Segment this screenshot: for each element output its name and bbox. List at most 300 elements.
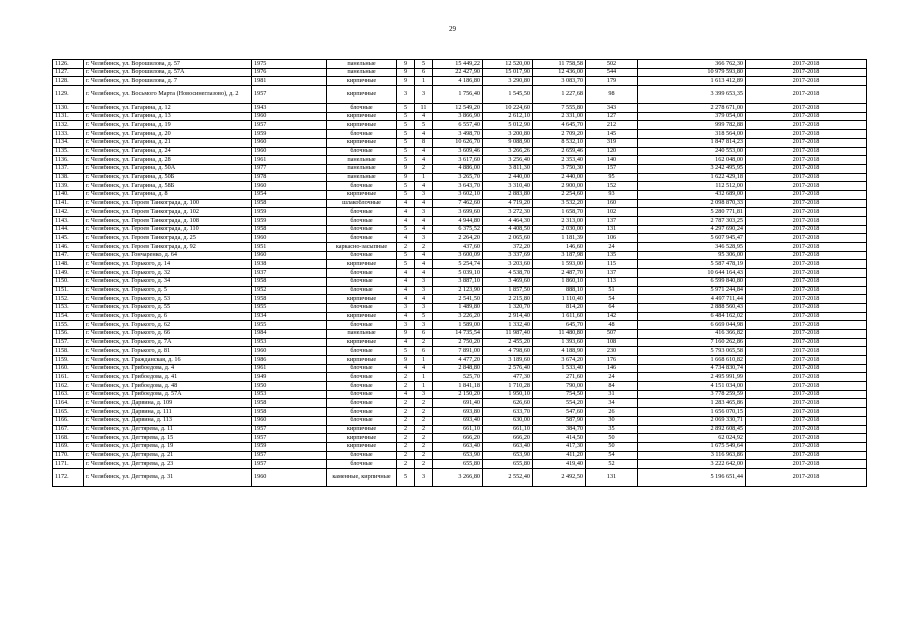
cell-area-residential: 3 083,70 bbox=[533, 77, 586, 86]
cell-entrances: 4 bbox=[415, 260, 433, 269]
cell-row-number: 1161. bbox=[53, 373, 84, 382]
cell-wall-material: блочные bbox=[327, 460, 397, 469]
cell-wall-material: блочные bbox=[327, 225, 397, 234]
cell-row-number: 1141. bbox=[53, 199, 84, 208]
cell-address: г. Челябинск, ул. Дегтярева, д. 19 bbox=[84, 442, 252, 451]
cell-floors: 5 bbox=[397, 138, 415, 147]
table-row bbox=[53, 460, 867, 469]
cell-area-residential: 2 331,00 bbox=[533, 112, 586, 121]
cell-entrances: 4 bbox=[415, 112, 433, 121]
cell-period: 2017-2018 bbox=[746, 104, 867, 113]
cell-period: 2017-2018 bbox=[746, 451, 867, 460]
page-number: 29 bbox=[449, 25, 456, 33]
cell-cost: 5 607 945,47 bbox=[638, 234, 746, 243]
table-row bbox=[53, 208, 867, 217]
cell-area-premises: 2 914,40 bbox=[483, 312, 533, 321]
table-row bbox=[53, 451, 867, 460]
cell-address: г. Челябинск, ул. Ворошилова, д. 57А bbox=[84, 68, 252, 77]
cell-year-built: 1953 bbox=[252, 390, 327, 399]
cell-wall-material: блочные bbox=[327, 303, 397, 312]
cell-area-premises: 2 883,80 bbox=[483, 190, 533, 199]
cell-row-number: 1164. bbox=[53, 399, 84, 408]
cell-wall-material: кирпичные bbox=[327, 121, 397, 130]
cell-total-area: 2 123,90 bbox=[433, 286, 483, 295]
housing-table bbox=[52, 59, 867, 487]
cell-area-premises: 3 469,60 bbox=[483, 277, 533, 286]
cell-cost: 4 297 690,24 bbox=[638, 225, 746, 234]
cell-row-number: 1148. bbox=[53, 260, 84, 269]
cell-wall-material: панельные bbox=[327, 68, 397, 77]
cell-year-built: 1957 bbox=[252, 86, 327, 104]
cell-total-area: 6 375,52 bbox=[433, 225, 483, 234]
cell-total-area: 2 264,20 bbox=[433, 234, 483, 243]
cell-area-premises: 1 332,40 bbox=[483, 321, 533, 330]
cell-floors: 4 bbox=[397, 277, 415, 286]
cell-area-residential: 1 110,40 bbox=[533, 295, 586, 304]
cell-cost: 10 979 593,80 bbox=[638, 68, 746, 77]
cell-row-number: 1156. bbox=[53, 329, 84, 338]
cell-area-residential: 2 313,00 bbox=[533, 217, 586, 226]
cell-floors: 3 bbox=[397, 303, 415, 312]
cell-row-number: 1131. bbox=[53, 112, 84, 121]
cell-wall-material: кирпичные bbox=[327, 442, 397, 451]
cell-floors: 2 bbox=[397, 382, 415, 391]
cell-period: 2017-2018 bbox=[746, 112, 867, 121]
cell-total-area: 1 756,40 bbox=[433, 86, 483, 104]
table-row bbox=[53, 312, 867, 321]
cell-wall-material: блочные bbox=[327, 147, 397, 156]
cell-area-residential: 414,50 bbox=[533, 434, 586, 443]
table-body bbox=[53, 60, 867, 487]
cell-wall-material: блочные bbox=[327, 269, 397, 278]
cell-wall-material: блочные bbox=[327, 408, 397, 417]
table-row bbox=[53, 251, 867, 260]
cell-area-residential: 2 030,00 bbox=[533, 225, 586, 234]
cell-total-area: 7 462,60 bbox=[433, 199, 483, 208]
cell-cost: 999 782,88 bbox=[638, 121, 746, 130]
cell-cost: 5 971 244,84 bbox=[638, 286, 746, 295]
cell-area-premises: 626,60 bbox=[483, 399, 533, 408]
cell-floors: 4 bbox=[397, 312, 415, 321]
cell-period: 2017-2018 bbox=[746, 60, 867, 69]
cell-area-residential: 547,60 bbox=[533, 408, 586, 417]
cell-area-residential: 2 709,20 bbox=[533, 130, 586, 139]
cell-cost: 6 599 840,80 bbox=[638, 277, 746, 286]
cell-entrances: 2 bbox=[415, 425, 433, 434]
cell-area-premises: 4 538,70 bbox=[483, 269, 533, 278]
cell-wall-material: блочные bbox=[327, 373, 397, 382]
cell-residents: 95 bbox=[586, 173, 638, 182]
table-row bbox=[53, 138, 867, 147]
table-row bbox=[53, 260, 867, 269]
cell-area-residential: 417,30 bbox=[533, 442, 586, 451]
cell-address: г. Челябинск, ул. Грибоедова, д. 41 bbox=[84, 373, 252, 382]
cell-residents: 113 bbox=[586, 277, 638, 286]
cell-year-built: 1957 bbox=[252, 460, 327, 469]
cell-period: 2017-2018 bbox=[746, 156, 867, 165]
cell-entrances: 11 bbox=[415, 104, 433, 113]
cell-period: 2017-2018 bbox=[746, 303, 867, 312]
cell-residents: 146 bbox=[586, 364, 638, 373]
cell-row-number: 1132. bbox=[53, 121, 84, 130]
cell-area-premises: 1 950,10 bbox=[483, 390, 533, 399]
cell-area-residential: 587,90 bbox=[533, 416, 586, 425]
cell-wall-material: кирпичные bbox=[327, 86, 397, 104]
cell-area-premises: 653,90 bbox=[483, 451, 533, 460]
cell-residents: 35 bbox=[586, 425, 638, 434]
table-row bbox=[53, 434, 867, 443]
cell-wall-material: кирпичные bbox=[327, 312, 397, 321]
cell-residents: 179 bbox=[586, 77, 638, 86]
table-row bbox=[53, 390, 867, 399]
cell-period: 2017-2018 bbox=[746, 225, 867, 234]
cell-area-premises: 633,70 bbox=[483, 408, 533, 417]
cell-address: г. Челябинск, ул. Дарвина, д. 113 bbox=[84, 416, 252, 425]
cell-area-residential: 4 188,90 bbox=[533, 347, 586, 356]
cell-area-premises: 666,20 bbox=[483, 434, 533, 443]
cell-year-built: 1960 bbox=[252, 112, 327, 121]
table-row bbox=[53, 77, 867, 86]
cell-residents: 64 bbox=[586, 303, 638, 312]
table-row bbox=[53, 217, 867, 226]
cell-residents: 127 bbox=[586, 112, 638, 121]
cell-wall-material: блочные bbox=[327, 451, 397, 460]
cell-floors: 4 bbox=[397, 217, 415, 226]
cell-area-residential: 12 436,00 bbox=[533, 68, 586, 77]
cell-cost: 366 762,30 bbox=[638, 60, 746, 69]
cell-wall-material: каркасно-засыпные bbox=[327, 243, 397, 252]
cell-row-number: 1147. bbox=[53, 251, 84, 260]
cell-area-premises: 2 552,40 bbox=[483, 468, 533, 486]
cell-residents: 140 bbox=[586, 156, 638, 165]
cell-entrances: 4 bbox=[415, 217, 433, 226]
cell-residents: 131 bbox=[586, 225, 638, 234]
cell-residents: 176 bbox=[586, 356, 638, 365]
cell-area-premises: 663,40 bbox=[483, 442, 533, 451]
cell-floors: 5 bbox=[397, 251, 415, 260]
table-row bbox=[53, 277, 867, 286]
cell-year-built: 1957 bbox=[252, 434, 327, 443]
cell-floors: 2 bbox=[397, 460, 415, 469]
cell-floors: 9 bbox=[397, 329, 415, 338]
cell-area-premises: 2 455,20 bbox=[483, 338, 533, 347]
cell-entrances: 8 bbox=[415, 138, 433, 147]
cell-wall-material: блочные bbox=[327, 182, 397, 191]
cell-row-number: 1155. bbox=[53, 321, 84, 330]
cell-period: 2017-2018 bbox=[746, 460, 867, 469]
table-row bbox=[53, 425, 867, 434]
cell-period: 2017-2018 bbox=[746, 382, 867, 391]
cell-total-area: 693,40 bbox=[433, 416, 483, 425]
cell-residents: 137 bbox=[586, 217, 638, 226]
cell-year-built: 1959 bbox=[252, 130, 327, 139]
cell-total-area: 4 944,80 bbox=[433, 217, 483, 226]
cell-area-residential: 888,10 bbox=[533, 286, 586, 295]
cell-residents: 230 bbox=[586, 347, 638, 356]
cell-row-number: 1134. bbox=[53, 138, 84, 147]
cell-cost: 416 366,82 bbox=[638, 329, 746, 338]
table-row bbox=[53, 442, 867, 451]
cell-cost: 6 484 162,02 bbox=[638, 312, 746, 321]
cell-wall-material: кирпичные bbox=[327, 434, 397, 443]
cell-row-number: 1169. bbox=[53, 442, 84, 451]
cell-year-built: 1957 bbox=[252, 121, 327, 130]
cell-address: г. Челябинск, ул. Гагарина, д. 50Б bbox=[84, 173, 252, 182]
cell-area-premises: 630,00 bbox=[483, 416, 533, 425]
cell-total-area: 3 498,70 bbox=[433, 130, 483, 139]
cell-entrances: 5 bbox=[415, 60, 433, 69]
cell-cost: 2 069 330,71 bbox=[638, 416, 746, 425]
cell-period: 2017-2018 bbox=[746, 234, 867, 243]
cell-area-residential: 2 900,00 bbox=[533, 182, 586, 191]
cell-year-built: 1949 bbox=[252, 373, 327, 382]
cell-cost: 3 116 963,86 bbox=[638, 451, 746, 460]
cell-area-residential: 2 254,60 bbox=[533, 190, 586, 199]
cell-address: г. Челябинск, ул. Восьмого Марта (Новосинеглазово), д. 2 bbox=[84, 86, 252, 104]
cell-area-premises: 4 719,20 bbox=[483, 199, 533, 208]
cell-area-residential: 384,70 bbox=[533, 425, 586, 434]
cell-floors: 4 bbox=[397, 338, 415, 347]
cell-floors: 9 bbox=[397, 173, 415, 182]
cell-entrances: 4 bbox=[415, 130, 433, 139]
cell-residents: 135 bbox=[586, 251, 638, 260]
cell-row-number: 1140. bbox=[53, 190, 84, 199]
cell-row-number: 1171. bbox=[53, 460, 84, 469]
cell-entrances: 4 bbox=[415, 147, 433, 156]
cell-year-built: 1960 bbox=[252, 147, 327, 156]
cell-total-area: 655,80 bbox=[433, 460, 483, 469]
cell-wall-material: блочные bbox=[327, 347, 397, 356]
cell-row-number: 1160. bbox=[53, 364, 84, 373]
cell-cost: 1 656 070,15 bbox=[638, 408, 746, 417]
cell-row-number: 1130. bbox=[53, 104, 84, 113]
cell-total-area: 12 549,20 bbox=[433, 104, 483, 113]
cell-entrances: 1 bbox=[415, 77, 433, 86]
cell-area-residential: 419,40 bbox=[533, 460, 586, 469]
cell-floors: 4 bbox=[397, 390, 415, 399]
cell-residents: 212 bbox=[586, 121, 638, 130]
table-row bbox=[53, 468, 867, 486]
cell-year-built: 1960 bbox=[252, 138, 327, 147]
cell-area-residential: 2 487,70 bbox=[533, 269, 586, 278]
cell-address: г. Челябинск, ул. Ворошилова, д. 57 bbox=[84, 60, 252, 69]
cell-wall-material: панельные bbox=[327, 156, 397, 165]
cell-year-built: 1975 bbox=[252, 60, 327, 69]
cell-cost: 112 512,00 bbox=[638, 182, 746, 191]
cell-area-residential: 11 480,80 bbox=[533, 329, 586, 338]
cell-entrances: 3 bbox=[415, 390, 433, 399]
cell-period: 2017-2018 bbox=[746, 208, 867, 217]
cell-area-residential: 146,60 bbox=[533, 243, 586, 252]
cell-cost: 7 160 262,86 bbox=[638, 338, 746, 347]
cell-total-area: 3 617,60 bbox=[433, 156, 483, 165]
cell-year-built: 1960 bbox=[252, 468, 327, 486]
cell-floors: 2 bbox=[397, 243, 415, 252]
cell-year-built: 1957 bbox=[252, 425, 327, 434]
cell-row-number: 1159. bbox=[53, 356, 84, 365]
cell-row-number: 1168. bbox=[53, 434, 84, 443]
cell-entrances: 1 bbox=[415, 373, 433, 382]
cell-floors: 5 bbox=[397, 182, 415, 191]
table-row bbox=[53, 399, 867, 408]
cell-floors: 5 bbox=[397, 130, 415, 139]
cell-entrances: 1 bbox=[415, 382, 433, 391]
cell-wall-material: блочные bbox=[327, 208, 397, 217]
cell-wall-material: блочные bbox=[327, 251, 397, 260]
cell-floors: 5 bbox=[397, 156, 415, 165]
cell-wall-material: блочные bbox=[327, 382, 397, 391]
cell-row-number: 1166. bbox=[53, 416, 84, 425]
cell-floors: 4 bbox=[397, 286, 415, 295]
cell-floors: 2 bbox=[397, 442, 415, 451]
cell-total-area: 3 866,90 bbox=[433, 112, 483, 121]
cell-cost: 1 283 465,86 bbox=[638, 399, 746, 408]
cell-cost: 3 778 259,59 bbox=[638, 390, 746, 399]
cell-year-built: 1955 bbox=[252, 303, 327, 312]
cell-floors: 5 bbox=[397, 147, 415, 156]
cell-cost: 1 668 610,82 bbox=[638, 356, 746, 365]
cell-address: г. Челябинск, ул. Героев Танкограда, д. 110 bbox=[84, 225, 252, 234]
cell-year-built: 1978 bbox=[252, 173, 327, 182]
cell-area-premises: 5 012,90 bbox=[483, 121, 533, 130]
cell-row-number: 1149. bbox=[53, 269, 84, 278]
cell-address: г. Челябинск, ул. Горького, д. 53 bbox=[84, 295, 252, 304]
cell-row-number: 1142. bbox=[53, 208, 84, 217]
cell-residents: 131 bbox=[586, 468, 638, 486]
cell-year-built: 1961 bbox=[252, 364, 327, 373]
cell-residents: 108 bbox=[586, 338, 638, 347]
cell-floors: 5 bbox=[397, 190, 415, 199]
cell-period: 2017-2018 bbox=[746, 408, 867, 417]
table-row bbox=[53, 112, 867, 121]
cell-period: 2017-2018 bbox=[746, 199, 867, 208]
cell-residents: 98 bbox=[586, 86, 638, 104]
cell-area-premises: 3 266,26 bbox=[483, 147, 533, 156]
table-row bbox=[53, 347, 867, 356]
table-row bbox=[53, 68, 867, 77]
cell-residents: 34 bbox=[586, 399, 638, 408]
cell-area-premises: 1 710,28 bbox=[483, 382, 533, 391]
cell-address: г. Челябинск, ул. Дегтярева, д. 21 bbox=[84, 451, 252, 460]
cell-floors: 4 bbox=[397, 269, 415, 278]
cell-entrances: 1 bbox=[415, 173, 433, 182]
cell-year-built: 1986 bbox=[252, 356, 327, 365]
cell-year-built: 1960 bbox=[252, 251, 327, 260]
cell-year-built: 1952 bbox=[252, 286, 327, 295]
cell-entrances: 4 bbox=[415, 295, 433, 304]
cell-floors: 5 bbox=[397, 104, 415, 113]
cell-cost: 1 675 549,64 bbox=[638, 442, 746, 451]
cell-cost: 240 553,00 bbox=[638, 147, 746, 156]
cell-entrances: 5 bbox=[415, 121, 433, 130]
cell-floors: 4 bbox=[397, 364, 415, 373]
cell-period: 2017-2018 bbox=[746, 260, 867, 269]
cell-year-built: 1960 bbox=[252, 182, 327, 191]
cell-address: г. Челябинск, ул. Горького, д. 7А bbox=[84, 338, 252, 347]
cell-entrances: 6 bbox=[415, 329, 433, 338]
cell-year-built: 1959 bbox=[252, 442, 327, 451]
cell-cost: 4 734 830,74 bbox=[638, 364, 746, 373]
cell-entrances: 2 bbox=[415, 164, 433, 173]
cell-area-premises: 2 440,00 bbox=[483, 173, 533, 182]
cell-cost: 4 497 711,44 bbox=[638, 295, 746, 304]
cell-area-residential: 3 532,20 bbox=[533, 199, 586, 208]
cell-area-premises: 372,20 bbox=[483, 243, 533, 252]
cell-residents: 24 bbox=[586, 373, 638, 382]
cell-period: 2017-2018 bbox=[746, 77, 867, 86]
cell-total-area: 3 699,60 bbox=[433, 208, 483, 217]
cell-total-area: 2 541,50 bbox=[433, 295, 483, 304]
cell-entrances: 3 bbox=[415, 234, 433, 243]
cell-floors: 2 bbox=[397, 434, 415, 443]
cell-address: г. Челябинск, ул. Дегтярева, д. 11 bbox=[84, 425, 252, 434]
cell-cost: 10 644 164,43 bbox=[638, 269, 746, 278]
cell-residents: 145 bbox=[586, 130, 638, 139]
table-row bbox=[53, 286, 867, 295]
cell-total-area: 3 265,70 bbox=[433, 173, 483, 182]
cell-row-number: 1162. bbox=[53, 382, 84, 391]
cell-cost: 4 151 034,00 bbox=[638, 382, 746, 391]
cell-cost: 3 222 642,00 bbox=[638, 460, 746, 469]
cell-year-built: 1960 bbox=[252, 347, 327, 356]
table-row bbox=[53, 295, 867, 304]
cell-entrances: 3 bbox=[415, 286, 433, 295]
cell-entrances: 5 bbox=[415, 312, 433, 321]
cell-period: 2017-2018 bbox=[746, 182, 867, 191]
cell-period: 2017-2018 bbox=[746, 364, 867, 373]
cell-wall-material: кирпичные bbox=[327, 295, 397, 304]
cell-cost: 62 024,92 bbox=[638, 434, 746, 443]
cell-period: 2017-2018 bbox=[746, 321, 867, 330]
cell-wall-material: панельные bbox=[327, 164, 397, 173]
cell-period: 2017-2018 bbox=[746, 147, 867, 156]
cell-year-built: 1937 bbox=[252, 269, 327, 278]
cell-year-built: 1977 bbox=[252, 164, 327, 173]
cell-total-area: 661,10 bbox=[433, 425, 483, 434]
cell-entrances: 3 bbox=[415, 86, 433, 104]
cell-total-area: 3 609,46 bbox=[433, 147, 483, 156]
cell-cost: 5 587 478,19 bbox=[638, 260, 746, 269]
cell-total-area: 4 186,80 bbox=[433, 77, 483, 86]
cell-total-area: 5 039,10 bbox=[433, 269, 483, 278]
cell-area-residential: 645,70 bbox=[533, 321, 586, 330]
cell-total-area: 666,20 bbox=[433, 434, 483, 443]
cell-row-number: 1127. bbox=[53, 68, 84, 77]
cell-entrances: 2 bbox=[415, 451, 433, 460]
cell-total-area: 3 266,80 bbox=[433, 468, 483, 486]
cell-wall-material: кирпичные bbox=[327, 260, 397, 269]
cell-area-residential: 1 533,40 bbox=[533, 364, 586, 373]
cell-area-residential: 814,20 bbox=[533, 303, 586, 312]
cell-cost: 2 892 608,45 bbox=[638, 425, 746, 434]
cell-period: 2017-2018 bbox=[746, 138, 867, 147]
cell-total-area: 663,40 bbox=[433, 442, 483, 451]
cell-floors: 2 bbox=[397, 399, 415, 408]
cell-residents: 26 bbox=[586, 408, 638, 417]
cell-area-premises: 4 464,30 bbox=[483, 217, 533, 226]
cell-area-premises: 3 337,69 bbox=[483, 251, 533, 260]
cell-total-area: 3 600,09 bbox=[433, 251, 483, 260]
cell-residents: 30 bbox=[586, 416, 638, 425]
cell-entrances: 2 bbox=[415, 416, 433, 425]
cell-residents: 54 bbox=[586, 295, 638, 304]
cell-period: 2017-2018 bbox=[746, 416, 867, 425]
cell-total-area: 4 477,20 bbox=[433, 356, 483, 365]
cell-wall-material: блочные bbox=[327, 416, 397, 425]
cell-year-built: 1934 bbox=[252, 312, 327, 321]
cell-row-number: 1146. bbox=[53, 243, 84, 252]
cell-wall-material: кирпичные bbox=[327, 338, 397, 347]
